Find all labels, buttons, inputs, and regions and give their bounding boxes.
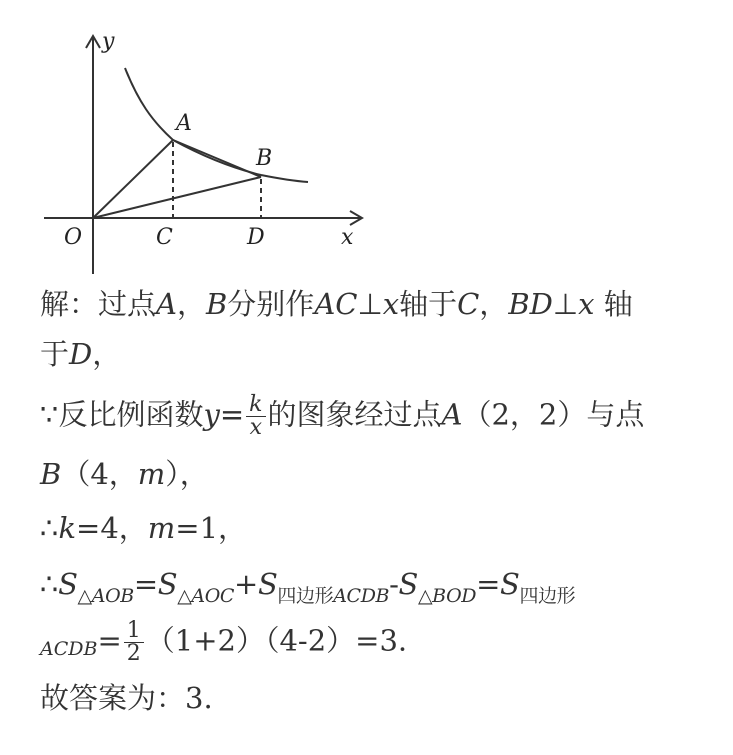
- solution-line-1: 解：过点A，B分别作AC⊥x轴于C，BD⊥x 轴: [40, 287, 633, 321]
- solution-line-5: ∴k=4，m=1，: [40, 511, 248, 545]
- solution-line-7: ACDB= $\frac{1}{2}$ （1+2）（4-2）=3.: [40, 618, 408, 666]
- solution-line-2: 于D，: [40, 337, 122, 371]
- label-B: B: [256, 146, 273, 171]
- label-x: x: [341, 225, 354, 250]
- solution-line-6: $\therefore S_{\triangle AOB}=S_{\triangle AOC}+S_{四边形ACDB}-S_{\triangle BOD}=S_{四边形}$: [40, 567, 576, 607]
- solution-line-8: 故答案为：3.: [40, 681, 213, 715]
- function-graph: [36, 26, 372, 278]
- label-origin: O: [64, 225, 83, 250]
- label-A: A: [176, 111, 192, 136]
- segment-OB: [93, 177, 261, 218]
- hyperbola-curve: [125, 68, 308, 182]
- fraction-one-half: $\frac{1}{2}$: [124, 620, 144, 665]
- segment-AB: [173, 140, 261, 177]
- fraction-k-over-x: $\frac{k}{x}$: [246, 394, 265, 439]
- solution-line-3: ∵反比例函数y= $\frac{k}{x}$ 的图象经过点A（2，2）与点: [40, 392, 645, 440]
- label-D: D: [247, 225, 265, 250]
- solution-line-4: B（4，m），: [40, 457, 209, 491]
- label-C: C: [156, 225, 173, 250]
- segment-OA: [93, 140, 173, 218]
- label-y: y: [102, 29, 115, 54]
